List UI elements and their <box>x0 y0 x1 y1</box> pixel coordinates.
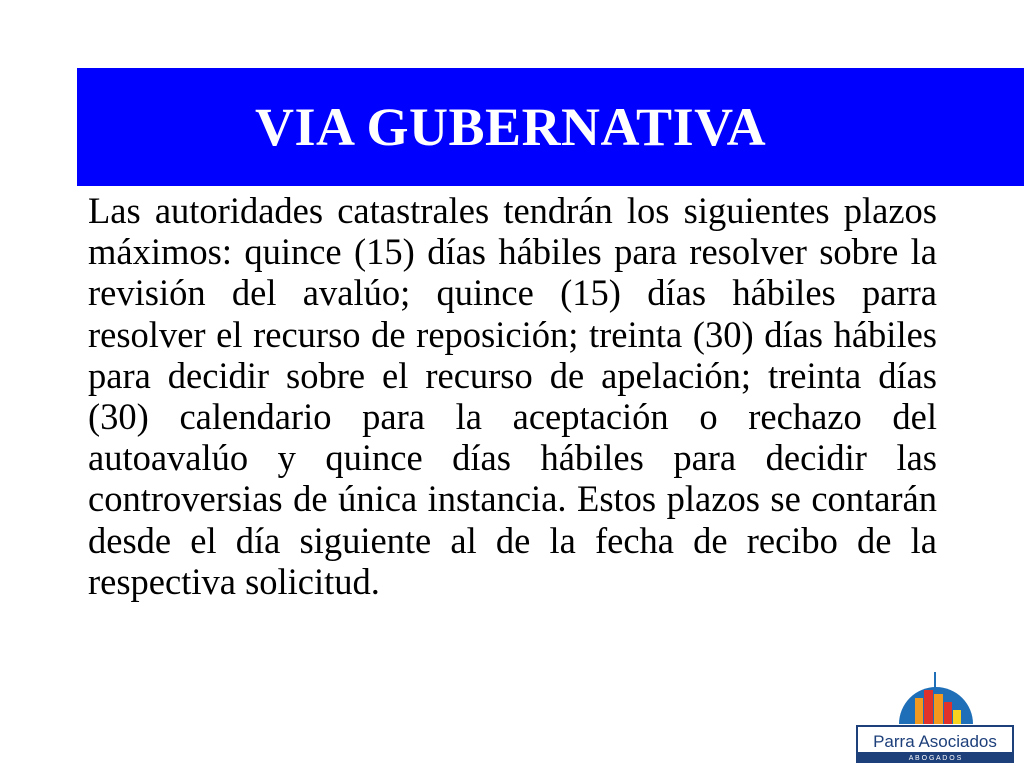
company-logo <box>855 668 1015 764</box>
logo-tagline: A B O G A D O S <box>908 755 962 762</box>
title-bar <box>77 68 1024 186</box>
slide-body-text: Las autoridades catastrales tendrán los siguientes plazos máximos: quince (15) días hábiles para resolver sobre la revisión del avalúo; quince (15) días hábiles parra resolver el recurso de reposición; treinta (30) días hábiles para decidir sobre el recurso de apelación; treinta días (30) calendario para la aceptación o rechazo del autoavalúo y quince días hábiles para decidir las controversias de única instancia. Estos plazos se contarán desde el día siguiente al de la fecha de recibo de la respectiva solicitud. <box>88 190 937 602</box>
buildings-dome-logo-icon <box>855 668 1015 764</box>
logo-name: Parra Asociados <box>873 732 997 751</box>
slide-title: VIA GUBERNATIVA <box>255 97 767 157</box>
